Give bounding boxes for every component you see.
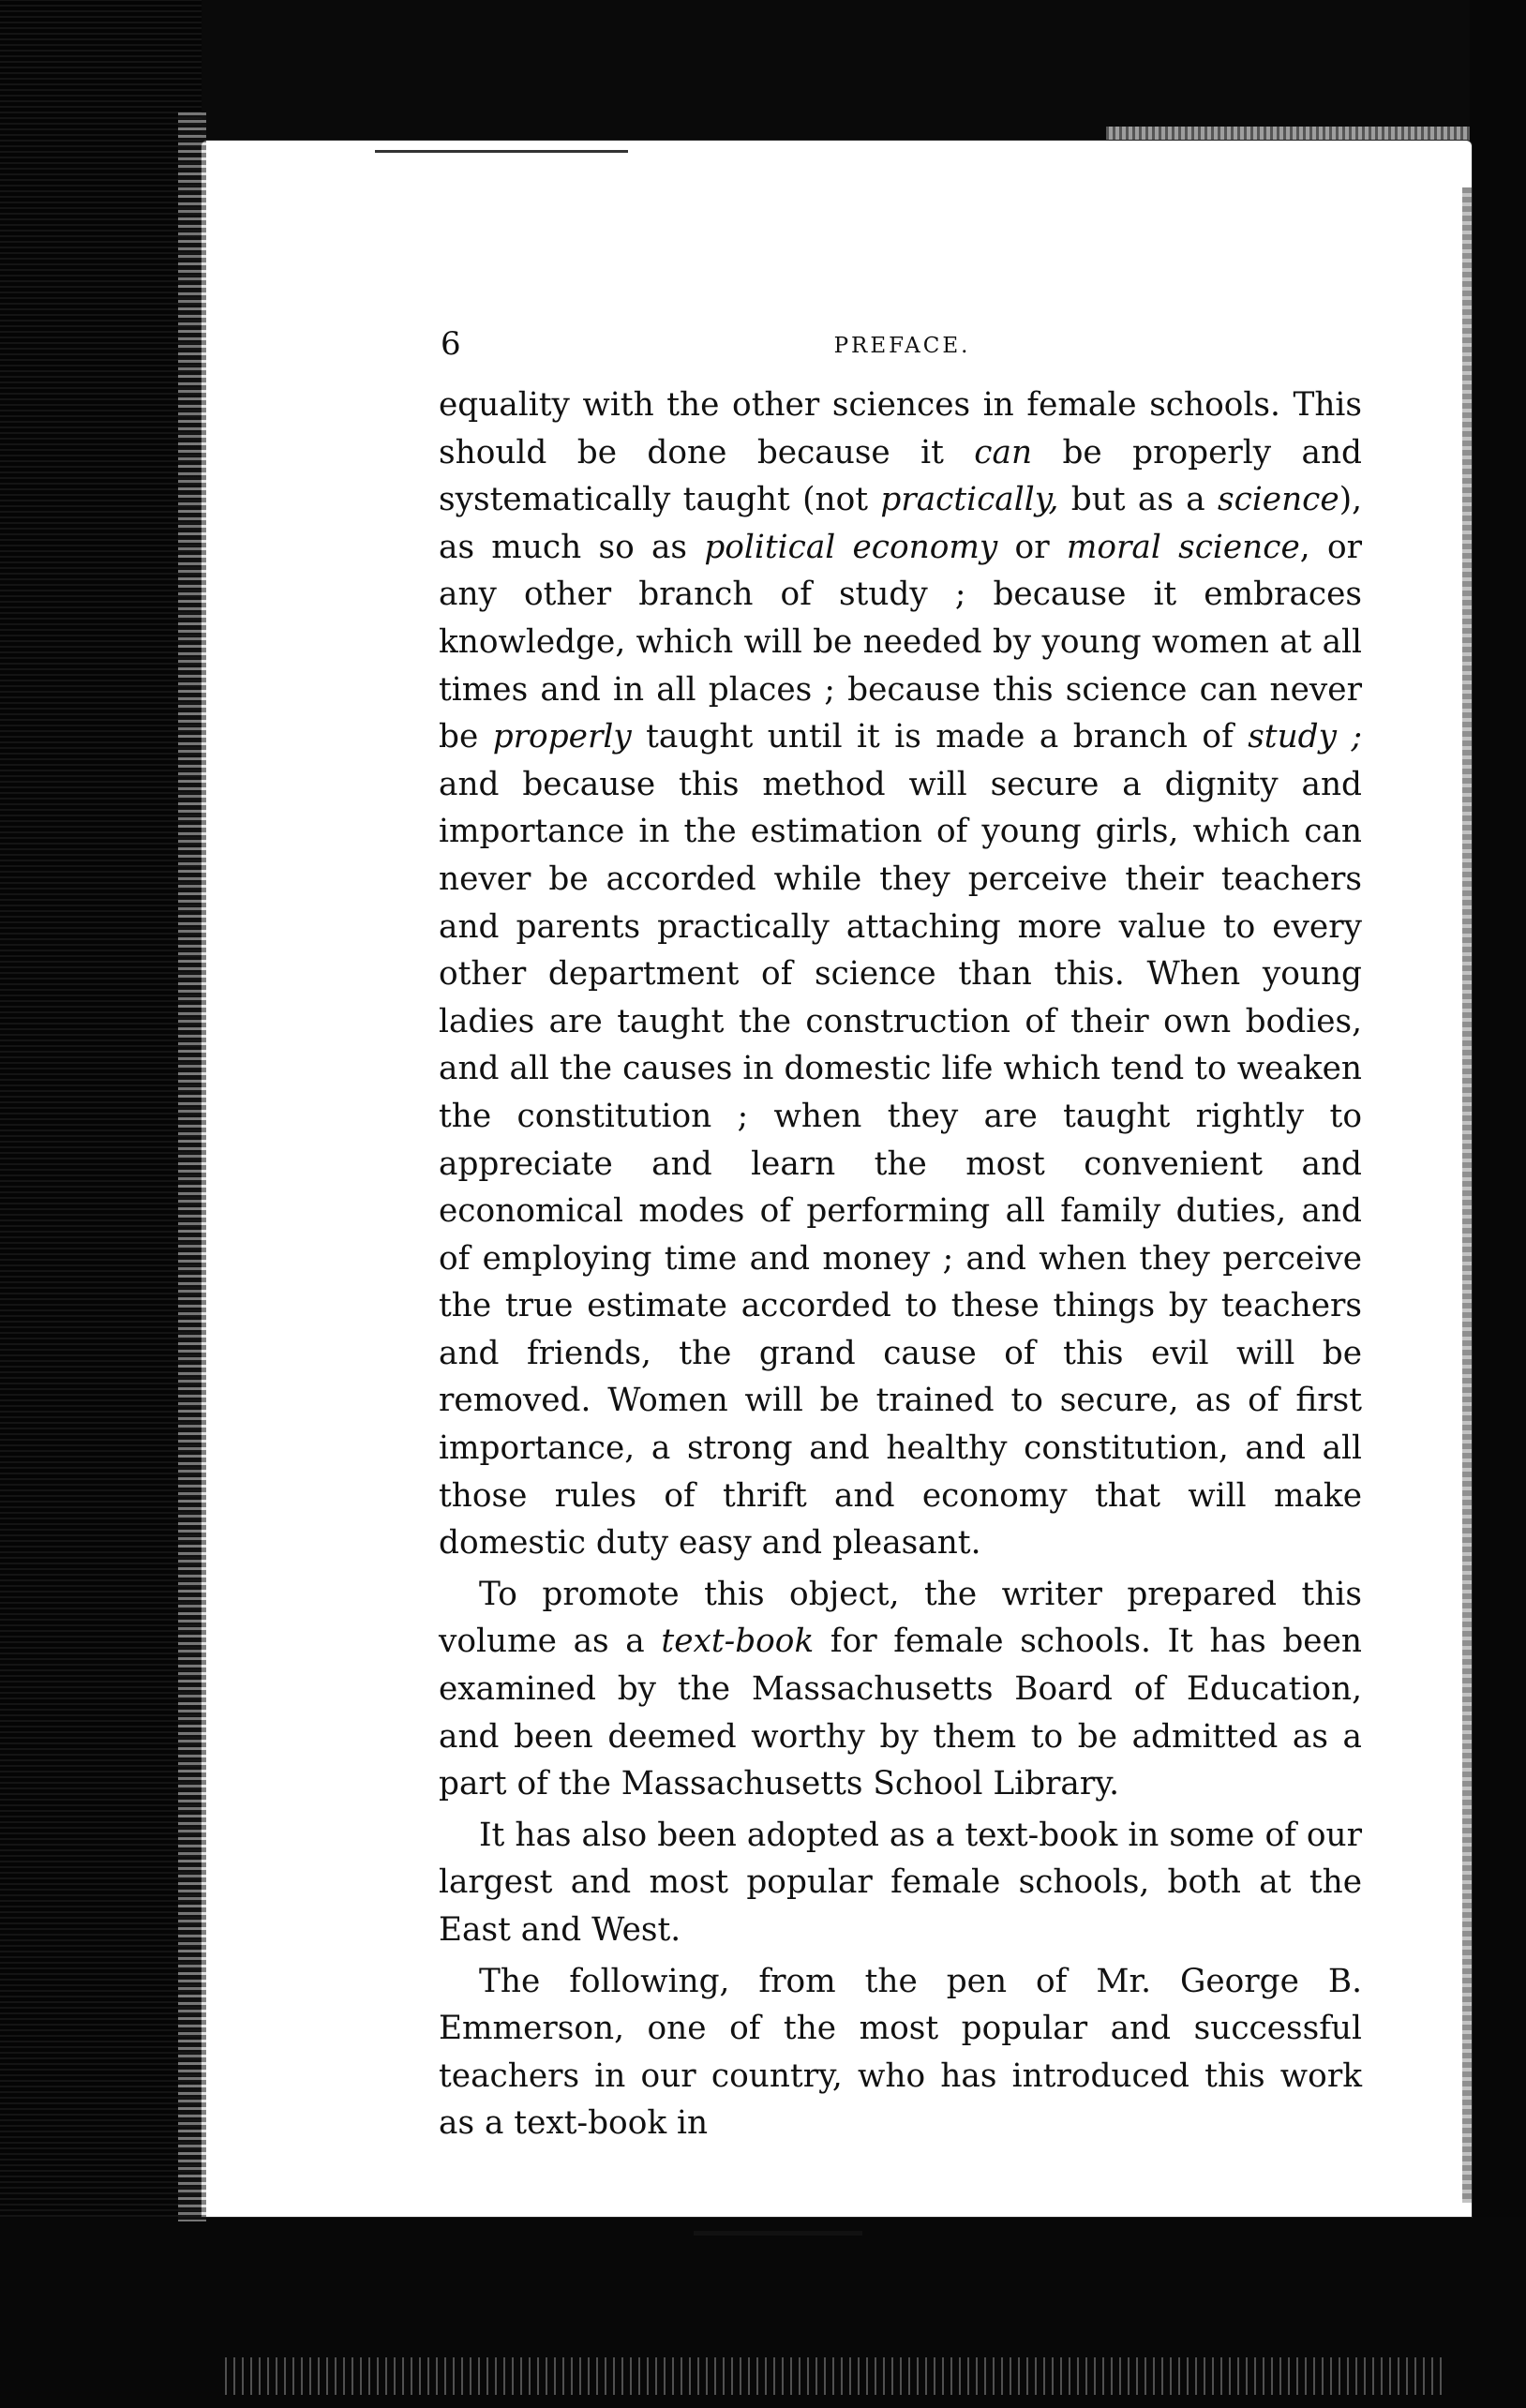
paragraph [439,1958,1362,2147]
text-run: and because this method will secure a dignity and importance in the estimation of young girls, which can never be accorded while they perceive their teachers and parents practically attaching more value to every other department of science than this. When young ladies are taught the construction of their own bodies, and all the causes in domestic life which tend to weaken the constitution ; when they are taught rightly to appreciate and learn the most convenient and economical modes of performing all family duties, and of employing time and money ; and when they perceive the true estimate accorded to these things by teachers and friends, the grand cause of this evil will be removed. Women will be trained to secure, as of first importance, a strong and healthy constitution, and all those rules of thrift and economy that will make domestic duty easy and pleasant. [439,765,1362,1563]
italic-run: study ; [1248,718,1362,756]
body-text [439,381,1362,2147]
italic-run: properly [492,718,632,756]
italic-run: science [1218,481,1339,519]
text-run: The following, from the pen of Mr. George B. Emmerson, one of the most popular and successful teachers in our country, who has introduced this work as a text-book in [439,1962,1362,2143]
italic-run: text-book [661,1623,815,1661]
page-left-edge [178,112,206,2221]
scan-top-border [0,0,1526,141]
page-header [441,323,1364,370]
page-top-rule [375,150,628,153]
scan-binding-strip [0,0,202,2408]
italic-run: practically, [880,481,1059,519]
running-head: PREFACE. [833,334,971,358]
page-bottom-rule [694,2231,862,2236]
italic-run: political economy [704,528,998,566]
paragraph [439,1812,1362,1954]
text-run: or [997,528,1067,566]
paragraph [439,381,1362,1567]
text-run: It has also been adopted as a text-book in some of our largest and most popular female schools, both at the East and West. [439,1816,1362,1949]
text-run: , or any other branch of study ; because it embraces knowledge, which will be needed by young women at all times and in all places ; because this science can never be [439,528,1362,756]
page-right-edge [1462,187,1472,2203]
italic-run: can [974,433,1033,471]
text-run: equality with the other sciences in female schools. This should be done because it [439,386,1362,471]
text-run: for female schools. It has been examined by the Massachusetts Board of Education, and been deemed worthy by them to be admitted as a part of the Massachusetts School Library. [439,1623,1362,1803]
scan-right-border [1470,0,1526,2408]
text-run: but as a [1058,481,1219,519]
paragraph [439,1571,1362,1808]
text-run: To promote this object, the writer prepared this volume as a [439,1575,1362,1661]
scan-bottom-border [0,2217,1526,2408]
scan-speckle [225,2357,1444,2395]
page-number: 6 [441,325,461,363]
italic-run: moral science [1066,528,1300,566]
text-run: ), as much so as [439,481,1362,566]
text-run: be properly and systematically taught (not [439,433,1363,519]
text-run: taught until it is made a branch of [631,718,1249,756]
